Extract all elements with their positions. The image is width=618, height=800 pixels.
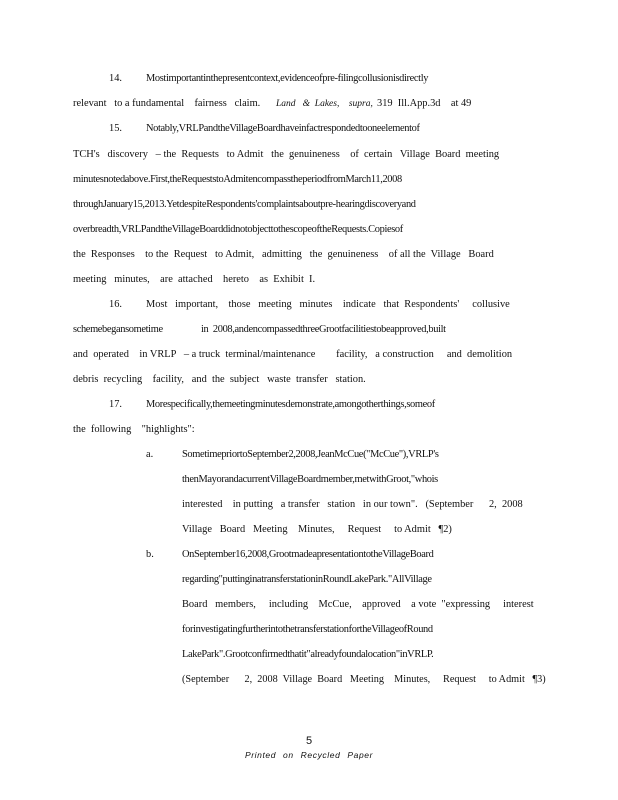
- paragraph-number: 17.: [109, 399, 122, 410]
- list-item-text: forinvestigatingfurtherintothetransferstationfortheVillageofRound: [182, 624, 433, 635]
- paragraph-text: throughJanuary15,2013.YetdespiteRespondents'complaintsaboutpre-hearingdiscoveryand: [73, 199, 416, 210]
- list-item-text: Village Board Meeting Minutes, Request to Admit ¶2): [182, 524, 452, 535]
- list-item-text: OnSeptember16,2008,GrootmadeapresentationtotheVillageBoard: [182, 549, 434, 560]
- paragraph-text: debris recycling facility, and the subject waste transfer station.: [73, 374, 366, 385]
- paragraph-text: Mostimportantinthepresentcontext,evidenceofpre-filingcollusionisdirectly: [146, 73, 429, 84]
- paragraph-text: schemebegansometime: [73, 324, 163, 335]
- list-item-text: (September 2, 2008 Village Board Meeting Minutes, Request to Admit ¶3): [182, 674, 546, 685]
- list-item-text: SometimepriortoSeptember2,2008,JeanMcCue("McCue"),VRLP's: [182, 449, 439, 460]
- list-item-label: b.: [146, 549, 154, 560]
- case-citation: Land & Lakes, supra,: [276, 99, 373, 109]
- list-item-text: regarding"puttinginatransferstationinRoundLakePark."AllVillage: [182, 574, 432, 585]
- paragraph-text: meeting minutes, are attached hereto as Exhibit I.: [73, 274, 316, 285]
- list-item-label: a.: [146, 449, 154, 460]
- paragraph-text: and operated in VRLP – a truck terminal/maintenance facility, a construction and demolition: [73, 349, 513, 360]
- list-item-text: LakePark".Grootconfirmedthatit"alreadyfoundalocation"inVRLP.: [182, 649, 434, 660]
- paragraph-text: minutesnotedabove.First,theRequeststoAdmitencompasstheperiodfromMarch11,2008: [73, 174, 402, 185]
- paragraph-text: overbreadth,VRLPandtheVillageBoarddidnotobjecttothescopeoftheRequests.Copiesof: [73, 224, 403, 235]
- paragraph-text: the Responses to the Request to Admit, admitting the genuineness of all the Village Board: [73, 249, 494, 260]
- paragraph-text: the following "highlights":: [73, 424, 195, 435]
- paragraph-text: Morespecifically,themeetingminutesdemonstrate,amongotherthings,someof: [146, 399, 435, 410]
- list-item-text: Board members, including McCue, approved a vote "expressing interest: [182, 599, 534, 610]
- paragraph-text: TCH's discovery – the Requests to Admit the genuineness of certain Village Board meeting: [73, 149, 500, 160]
- paragraph-text: relevant to a fundamental fairness claim.: [73, 98, 261, 109]
- paragraph-number: 16.: [109, 299, 122, 310]
- list-item-text: thenMayorandacurrentVillageBoardmember,metwithGroot,"whois: [182, 474, 438, 485]
- paragraph-text: in 2008,andencompassedthreeGrootfacilitiestobeapproved,built: [201, 324, 446, 335]
- page-footer: Printed on Recycled Paper: [244, 750, 374, 760]
- paragraph-text: Notably,VRLPandtheVillageBoardhaveinfactrespondedtooneelementof: [146, 123, 420, 134]
- paragraph-number: 14.: [109, 73, 122, 84]
- page-number: 5: [305, 735, 313, 747]
- paragraph-text: Most important, those meeting minutes indicate that Respondents' collusive: [146, 299, 510, 310]
- list-item-text: interested in putting a transfer station in our town". (September 2, 2008: [182, 499, 523, 510]
- paragraph-number: 15.: [109, 123, 122, 134]
- paragraph-text: 319 Ill.App.3d at 49: [377, 98, 472, 109]
